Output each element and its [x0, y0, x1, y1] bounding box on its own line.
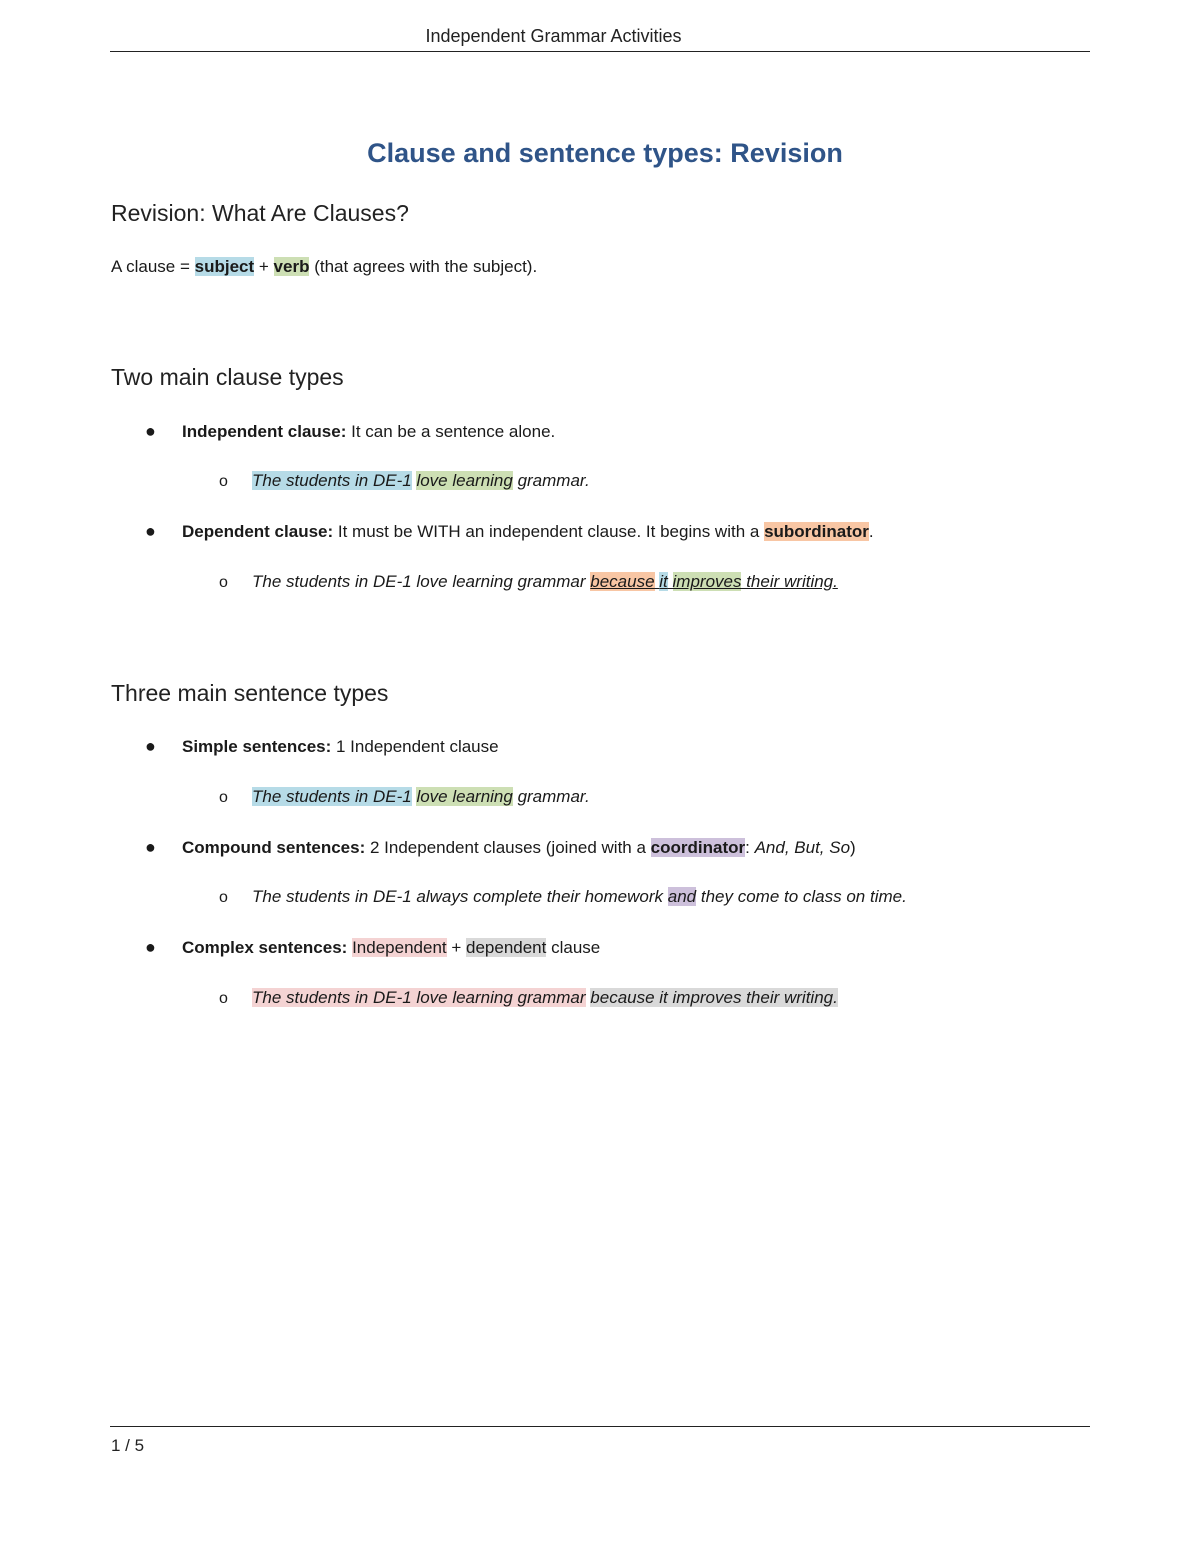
coordinator-colon: : [745, 838, 755, 857]
definition-compound-sentences: 2 Independent clauses (joined with a [365, 838, 651, 857]
definition-dependent-clause: It must be WITH an independent clause. It begins with a [333, 522, 765, 541]
example-independent-clause: The students in DE-1 love learning grammar [252, 988, 586, 1007]
bullet-icon: ● [145, 521, 156, 541]
list-item-complex-sentences [145, 937, 600, 958]
footer-divider [110, 1426, 1090, 1427]
example-main-clause: The students in DE-1 love learning grammar [252, 572, 591, 591]
plus-sign: + [446, 938, 466, 957]
section-heading-clause-types: Two main clause types [111, 364, 344, 390]
page-number: 1 / 5 [111, 1436, 145, 1455]
sub-bullet-icon: o [219, 990, 228, 1007]
example-rest: their writing. [741, 572, 838, 591]
example-second-clause: they come to class on time. [696, 887, 907, 906]
example-subordinator: because [590, 572, 655, 591]
coordinator-term: coordinator [650, 838, 746, 857]
sub-bullet-icon: o [219, 889, 228, 906]
example-simple-sentence [219, 787, 590, 807]
example-independent-clause [219, 471, 590, 491]
sentence-end: . [868, 522, 874, 541]
term-simple-sentences: Simple sentences: [182, 737, 332, 756]
example-first-clause: The students in DE-1 always complete their homework [252, 887, 668, 906]
closing-paren: ) [850, 838, 856, 857]
independent-term: Independent [352, 938, 447, 957]
definition-simple-sentences: 1 Independent clause [331, 737, 499, 756]
document-title: Clause and sentence types: Revision [367, 138, 843, 168]
term-independent-clause: Independent clause: [182, 422, 347, 441]
term-compound-sentences: Compound sentences: [182, 838, 366, 857]
example-subject: it [659, 572, 668, 591]
dependent-term: dependent [466, 938, 547, 957]
sentence-end: . [833, 988, 838, 1007]
sub-bullet-icon: o [219, 473, 228, 490]
section-heading-clauses: Revision: What Are Clauses? [111, 200, 409, 226]
term-dependent-clause: Dependent clause: [182, 522, 334, 541]
header-divider [110, 51, 1090, 52]
section-heading-sentence-types: Three main sentence types [111, 680, 389, 706]
list-item-dependent-clause [145, 521, 874, 542]
verb-term: verb [273, 257, 310, 276]
example-verb: love learning [416, 787, 513, 806]
definition-independent-clause: It can be a sentence alone. [346, 422, 556, 441]
sub-bullet-icon: o [219, 574, 228, 591]
example-dependent-clause: because it improves their writing [590, 988, 834, 1007]
bullet-icon: ● [145, 937, 156, 957]
definition-prefix: A clause = [111, 257, 195, 276]
example-rest: grammar. [512, 787, 590, 806]
definition-suffix: (that agrees with the subject). [309, 257, 538, 276]
example-space [668, 572, 673, 591]
example-rest: grammar. [512, 471, 590, 490]
example-coordinator: and [667, 887, 697, 906]
example-subject: The students in DE-1 [252, 787, 412, 806]
running-header: Independent Grammar Activities [425, 26, 682, 46]
list-item-independent-clause [145, 421, 555, 442]
definition-complex-sentences: clause [546, 938, 601, 957]
list-item-simple-sentences [145, 736, 499, 757]
subject-term: subject [194, 257, 255, 276]
coordinator-examples: And, But, So [754, 838, 851, 857]
example-verb: improves [672, 572, 742, 591]
clause-definition [111, 257, 537, 277]
example-compound-sentence [219, 887, 907, 907]
sub-bullet-icon: o [219, 789, 228, 806]
bullet-icon: ● [145, 837, 156, 857]
plus-sign: + [254, 257, 274, 276]
example-subject: The students in DE-1 [252, 471, 412, 490]
bullet-icon: ● [145, 421, 156, 441]
list-item-compound-sentences [145, 837, 856, 858]
subordinator-term: subordinator [764, 522, 869, 541]
example-complex-sentence [219, 988, 838, 1008]
example-dependent-clause [219, 572, 838, 592]
example-verb: love learning [416, 471, 513, 490]
term-complex-sentences: Complex sentences: [182, 938, 348, 957]
bullet-icon: ● [145, 736, 156, 756]
